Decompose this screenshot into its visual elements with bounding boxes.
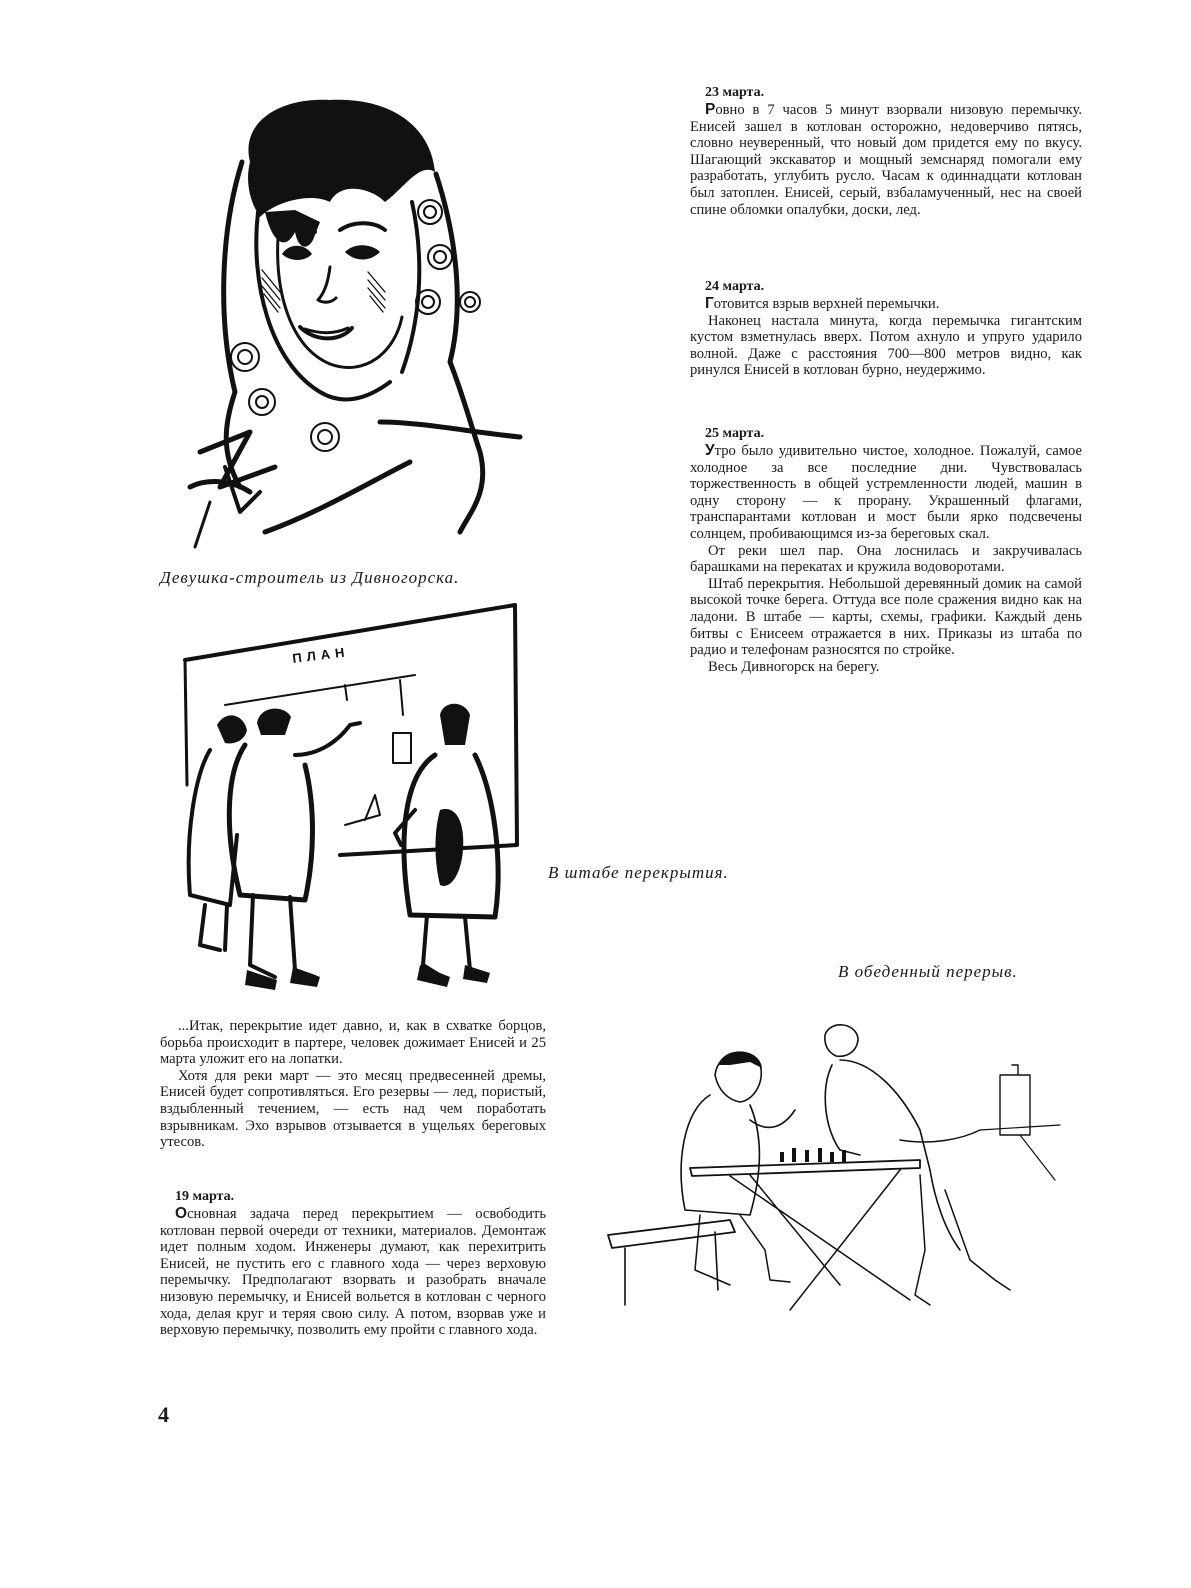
dropcap: Г: [705, 295, 714, 312]
dropcap: О: [175, 1205, 188, 1222]
caption-headquarters: В штабе перекрытия.: [548, 863, 729, 882]
dropcap: Р: [705, 101, 716, 118]
intro-paragraph-1: ...Итак, перекрытие идет давно, и, как в схватке борцов, борьба происходит в партере, человек дожимает Енисей и 25 марта уложит его на лопатки.: [160, 1018, 546, 1068]
intro-section: [160, 1018, 546, 1151]
plan-board-label: ПЛАН: [291, 644, 351, 666]
entry-date: 23 марта.: [705, 85, 765, 100]
entry-date: 25 марта.: [705, 426, 765, 441]
entry-paragraph: Штаб перекрытия. Небольшой деревянный домик на самой высокой точке берега. Оттуда все поле сражения видно как на ладони. В штабе — карты, схемы, графики. Каждый день битвы с Енисеем отражается в них. Приказы из штаба по радио и телефонам разносятся по стройке.: [690, 575, 1082, 659]
caption-lunch: В обеденный перерыв.: [838, 962, 1018, 981]
entry-paragraph: Наконец настала минута, когда перемычка гигантским кустом взметнулась вверх. Потом ахнуло и упруго ударило волной. Даже с расстояния 700—800 метров видно, как ринулся Енисей в котлован бурно, неудержимо.: [690, 312, 1082, 379]
entry-date: 24 марта.: [705, 279, 765, 294]
entry-date: 19 марта.: [175, 1189, 235, 1204]
entry-paragraph: Утро было удивительно чистое, холодное. Пожалуй, самое холодное за все последние дни. Чувствовалась торжественность в общей устремленности людей, машин в одну сторону — к прорану. Украшенный флагами, транспарантами котлован и мост были ярко подсвечены солнцем, пробивающимся из-за береговых скал.: [690, 442, 1082, 542]
entry-paragraph: От реки шел пар. Она лоснилась и закручивалась барашками на перекатах и кружила водоворотами.: [690, 542, 1082, 576]
entry-paragraph: Весь Дивногорск на берегу.: [708, 658, 880, 675]
entry-march-25: [690, 425, 1082, 675]
entry-march-24: [690, 278, 1082, 379]
entry-paragraph: Основная задача перед перекрытием — освободить котлован первой очереди от техники, материалов. Демонтаж идет полным ходом. Инженеры думают, как перехитрить Енисей, не пустить его с главного хода — через верховую перемычку. Предполагают взорвать и разобрать вначале низовую перемычку, и Енисей вольется в котлован с черного хода, делая круг и теряя свою силу. А потом, взорвав уже и верховую перемычку, позволить ему пройти с главного хода.: [160, 1205, 546, 1339]
caption-girl: Девушка-строитель из Дивногорска.: [160, 568, 460, 587]
headquarters-illustration: [165, 605, 525, 990]
entry-march-23: [690, 84, 1082, 218]
entry-march-19: [160, 1188, 546, 1339]
girl-portrait-illustration: [180, 92, 530, 552]
entry-paragraph: Готовится взрыв верхней перемычки.: [705, 295, 940, 312]
page-number: 4: [158, 1402, 169, 1427]
dropcap: У: [705, 442, 715, 459]
intro-paragraph-2: Хотя для реки март — это месяц предвесенней дремы, Енисей будет сопротивляться. Его резервы — лед, пористый, вздыбленный течением, — есть над чем поработать взрывникам. Эхо взрывов отзывается в ущельях береговых утесов.: [160, 1067, 546, 1151]
lunch-break-illustration: [600, 1020, 1070, 1320]
entry-paragraph: Ровно в 7 часов 5 минут взорвали низовую перемычку. Енисей зашел в котлован осторожно, недоверчиво пятясь, словно неуверенный, что новый дом придется ему по вкусу. Шагающий экскаватор и мощный земснаряд помогали ему разработать, углубить русло. Часам к одиннадцати котлован был затоплен. Енисей, серый, взбаламученный, нес на своей спине обломки опалубки, доски, лед.: [690, 101, 1082, 218]
